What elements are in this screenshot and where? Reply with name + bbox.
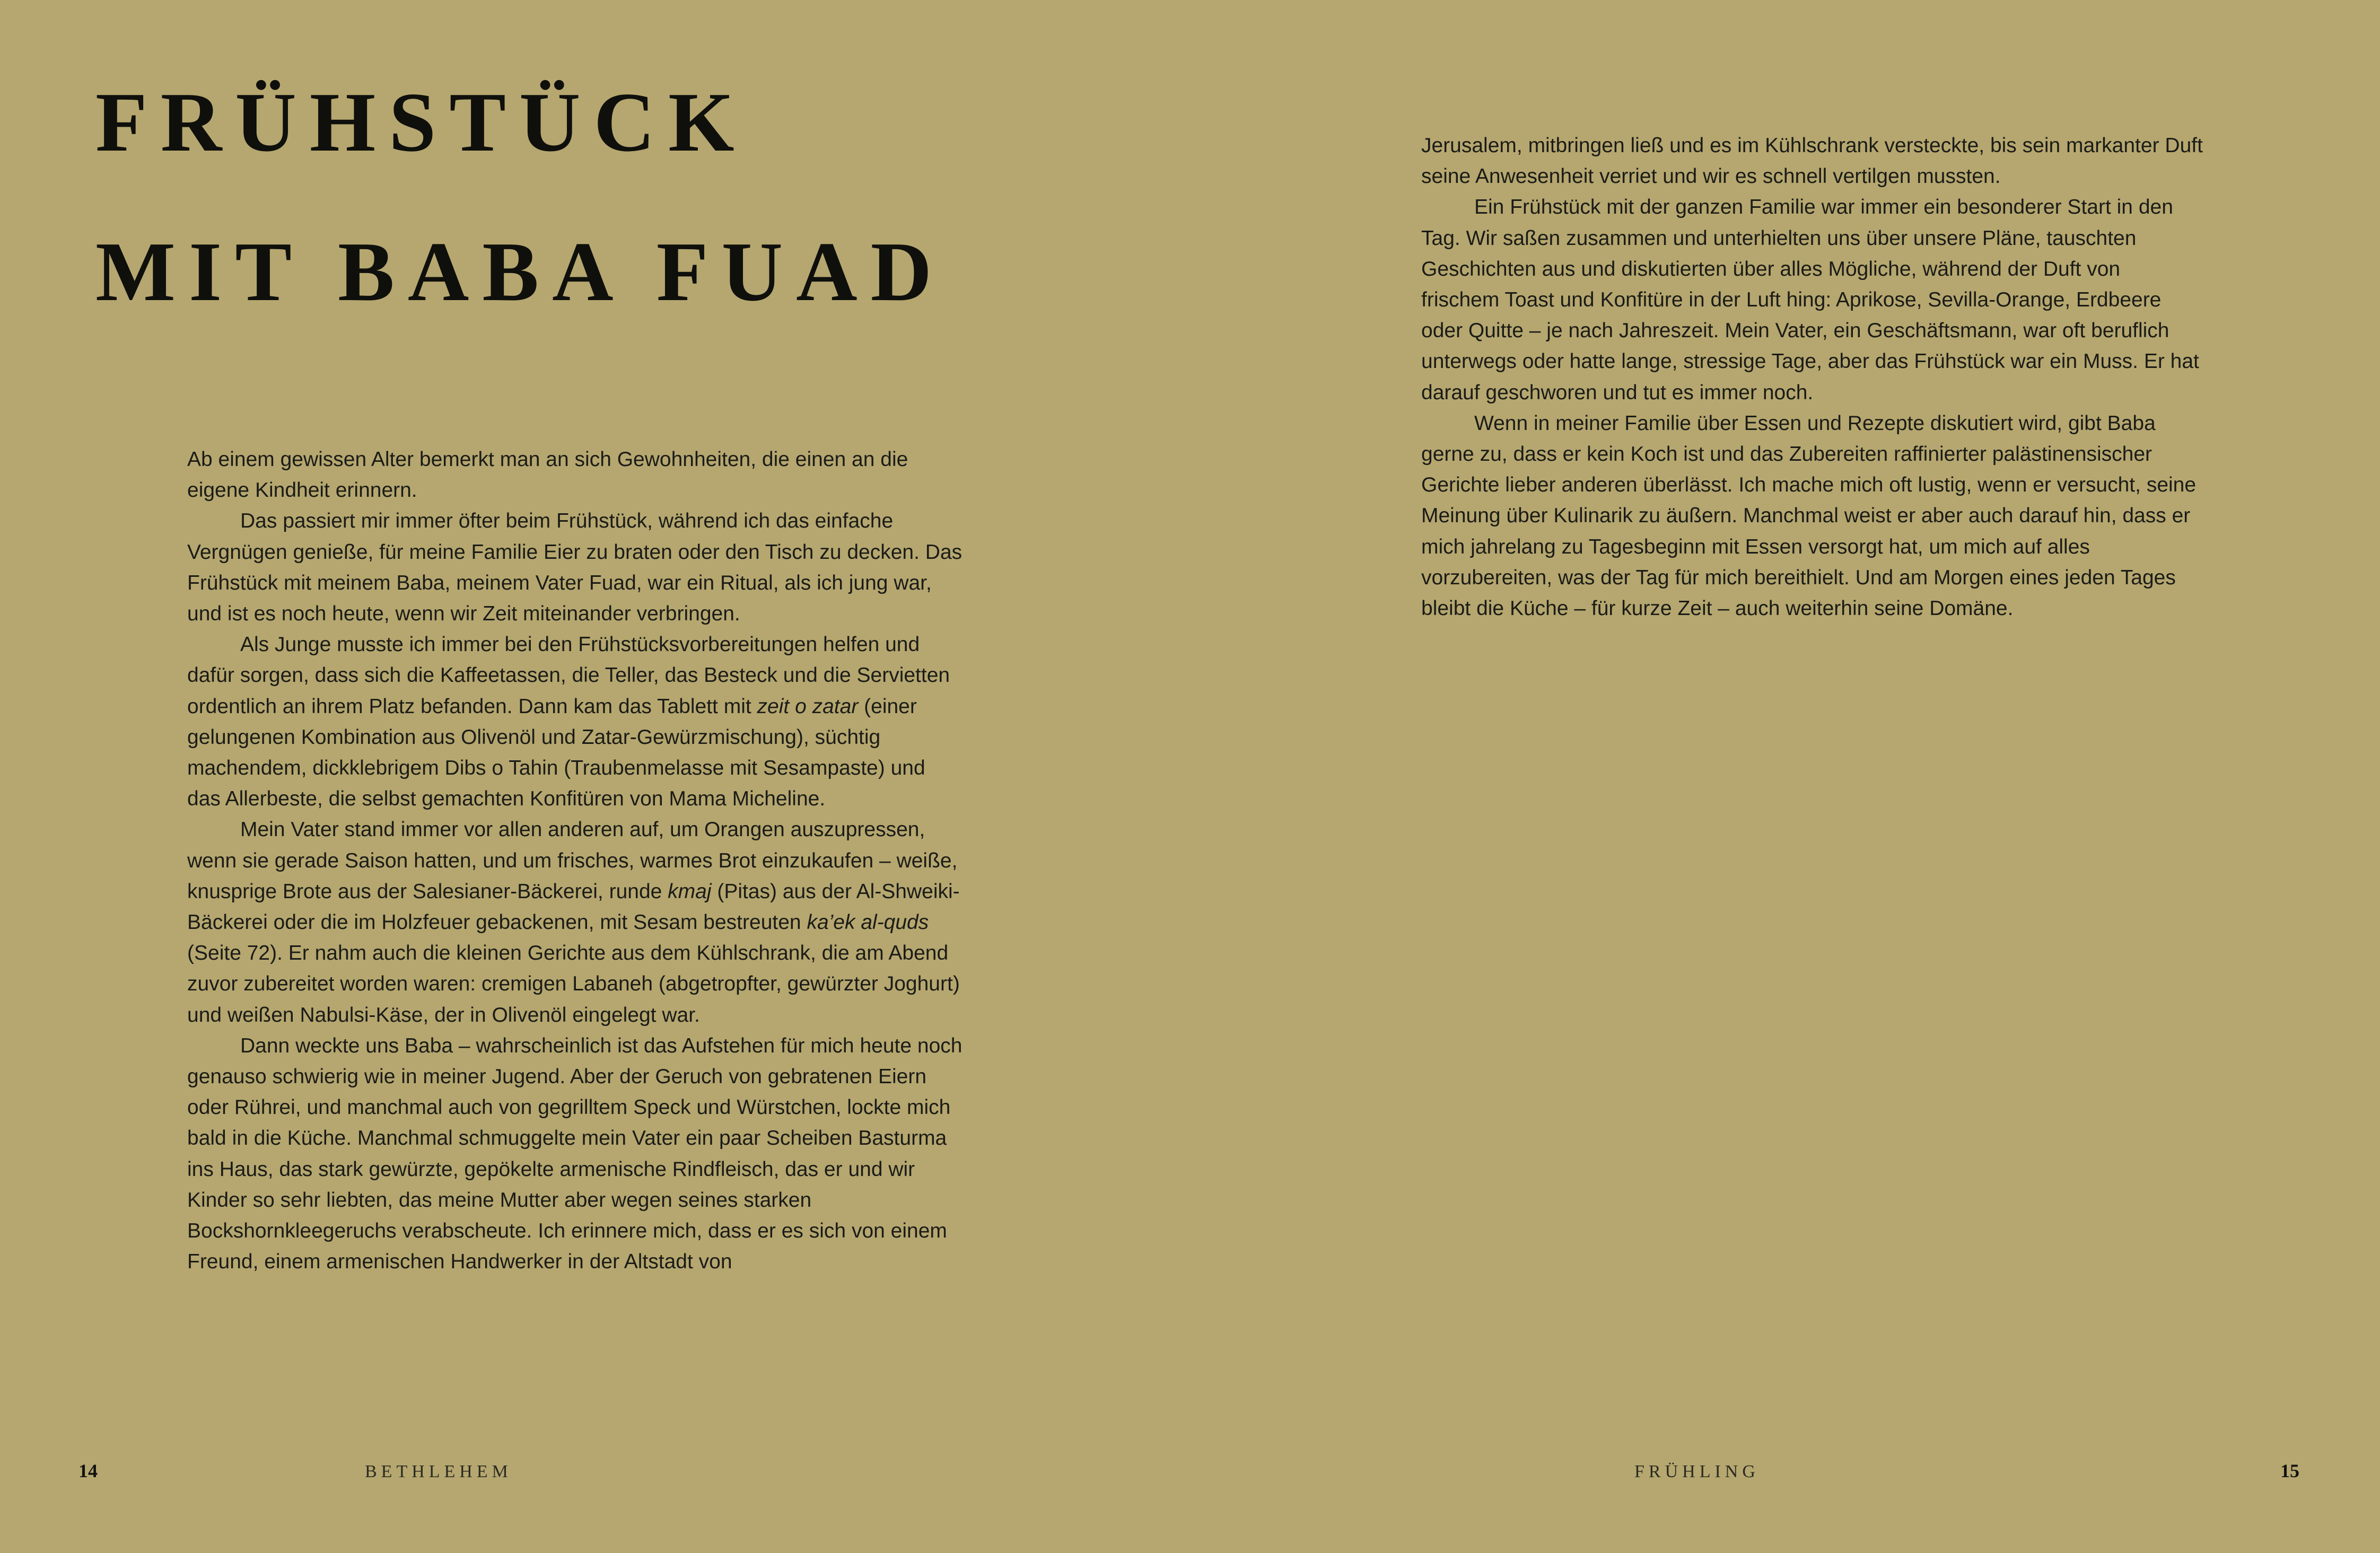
text-run: Als Junge musste ich immer bei den Frühstücksvorbereitungen helfen und dafür sorgen, dass sich die Kaffeetassen, die Teller, das Besteck und die Servietten ordentlich an ihrem Platz befanden. Dann kam das Tablett mit xyxy=(187,633,950,718)
paragraph: Ab einem gewissen Alter bemerkt man an sich Gewohnheiten, die einen an die eigene Kindheit erinnern. xyxy=(187,448,908,502)
text-run: (Seite 72). Er nahm auch die kleinen Gerichte aus dem Kühlschrank, die am Abend zuvor zubereitet worden waren: cremigen Labaneh (abgetropfter, gewürzter Joghurt) und weißen Nabulsi-Käse, der in Olivenöl eingelegt war. xyxy=(187,942,960,1026)
paragraph: Dann weckte uns Baba – wahrscheinlich ist das Aufstehen für mich heute noch genauso schwierig wie in meiner Jugend. Aber der Geruch von gebratenen Eiern oder Rührei, und manchmal auch von gegrilltem Speck und Würstchen, lockte mich bald in die Küche. Manchmal schmuggelte mein Vater ein paar Scheiben Basturma ins Haus, das stark gewürzte, gepökelte armenische Rindfleisch, das er und wir Kinder so sehr liebten, das meine Mutter aber wegen seines starken Bockshornkleegeruchs verabscheute. Ich erinnere mich, dass er es sich von einem Freund, einem armenischen Handwerker in der Altstadt von xyxy=(187,1034,962,1274)
page-number-right: 15 xyxy=(2280,1460,2299,1481)
text-run: (einer gelungenen Kombination aus Olivenöl und Zatar-Gewürzmischung), süchtig machendem, dickklebrigem Dibs o Tahin (Traubenmelasse mit Sesampaste) und das Allerbeste, die selbst gemachten Konfitüren von Mama Micheline. xyxy=(187,695,925,811)
paragraph: Jerusalem, mitbringen ließ und es im Kühlschrank versteckte, bis sein markanter Duft seine Anwesenheit verriet und wir es schnell vertilgen mussten. xyxy=(1421,134,2203,188)
page-number-left: 14 xyxy=(78,1460,98,1481)
italic-term: zeit o zatar xyxy=(757,695,859,718)
paragraph: Das passiert mir immer öfter beim Frühstück, während ich das einfache Vergnügen genieße, für meine Familie Eier zu braten oder den Tisch zu decken. Das Frühstück mit meinem Baba, meinem Vater Fuad, war ein Ritual, als ich jung war, und ist es noch heute, wenn wir Zeit miteinander verbringen. xyxy=(187,510,962,626)
right-page-column xyxy=(1421,130,2203,624)
text-run: Mein Vater stand immer vor allen anderen auf, um Orangen auszupressen, wenn sie gerade Saison hatten, und um frisches, warmes Brot einzukaufen – weiße, knusprige Brote aus der Salesianer-Bäckerei, runde xyxy=(187,818,958,903)
left-page-column xyxy=(187,444,964,1277)
paragraph: Wenn in meiner Familie über Essen und Rezepte diskutiert wird, gibt Baba gerne zu, dass er kein Koch ist und das Zubereiten raffinierter palästinensischer Gerichte lieber anderen überlässt. Ich mache mich oft lustig, wenn er versucht, seine Meinung über Kulinarik zu äußern. Manchmal weist er aber auch darauf hin, dass er mich jahrelang zu Tagesbeginn mit Essen versorgt hat, um mich auf alles vorzubereiten, was der Tag für mich bereithielt. Und am Morgen eines jeden Tages bleibt die Küche – für kurze Zeit – auch weiterhin seine Domäne. xyxy=(1421,411,2197,620)
text-run: (Pitas) aus der Al-Shweiki-Bäckerei oder die im Holzfeuer gebackenen, mit Sesam bestreuten xyxy=(187,880,960,934)
paragraph xyxy=(187,629,964,814)
italic-term: ka’ek al-quds xyxy=(807,911,929,934)
title-line-1: FRÜHSTÜCK xyxy=(95,75,748,169)
running-head-right: FRÜHLING xyxy=(1634,1462,1760,1481)
italic-term: kmaj xyxy=(668,880,712,903)
paragraph xyxy=(187,814,964,1030)
paragraph: Ein Frühstück mit der ganzen Familie war immer ein besonderer Start in den Tag. Wir saßen zusammen und unterhielten uns über unsere Pläne, tauschten Geschichten aus und diskutierten über alles Mögliche, während der Duft von frischem Toast und Konfitüre in der Luft hing: Aprikose, Sevilla-Orange, Erdbeere oder Quitte – je nach Jahreszeit. Mein Vater, ein Geschäftsmann, war oft beruflich unterwegs oder hatte lange, stressige Tage, aber das Frühstück war ein Muss. Er hat darauf geschworen und tut es immer noch. xyxy=(1421,196,2199,404)
title-line-2: MIT BABA FUAD xyxy=(95,224,946,319)
running-head-left: BETHLEHEM xyxy=(365,1462,512,1481)
